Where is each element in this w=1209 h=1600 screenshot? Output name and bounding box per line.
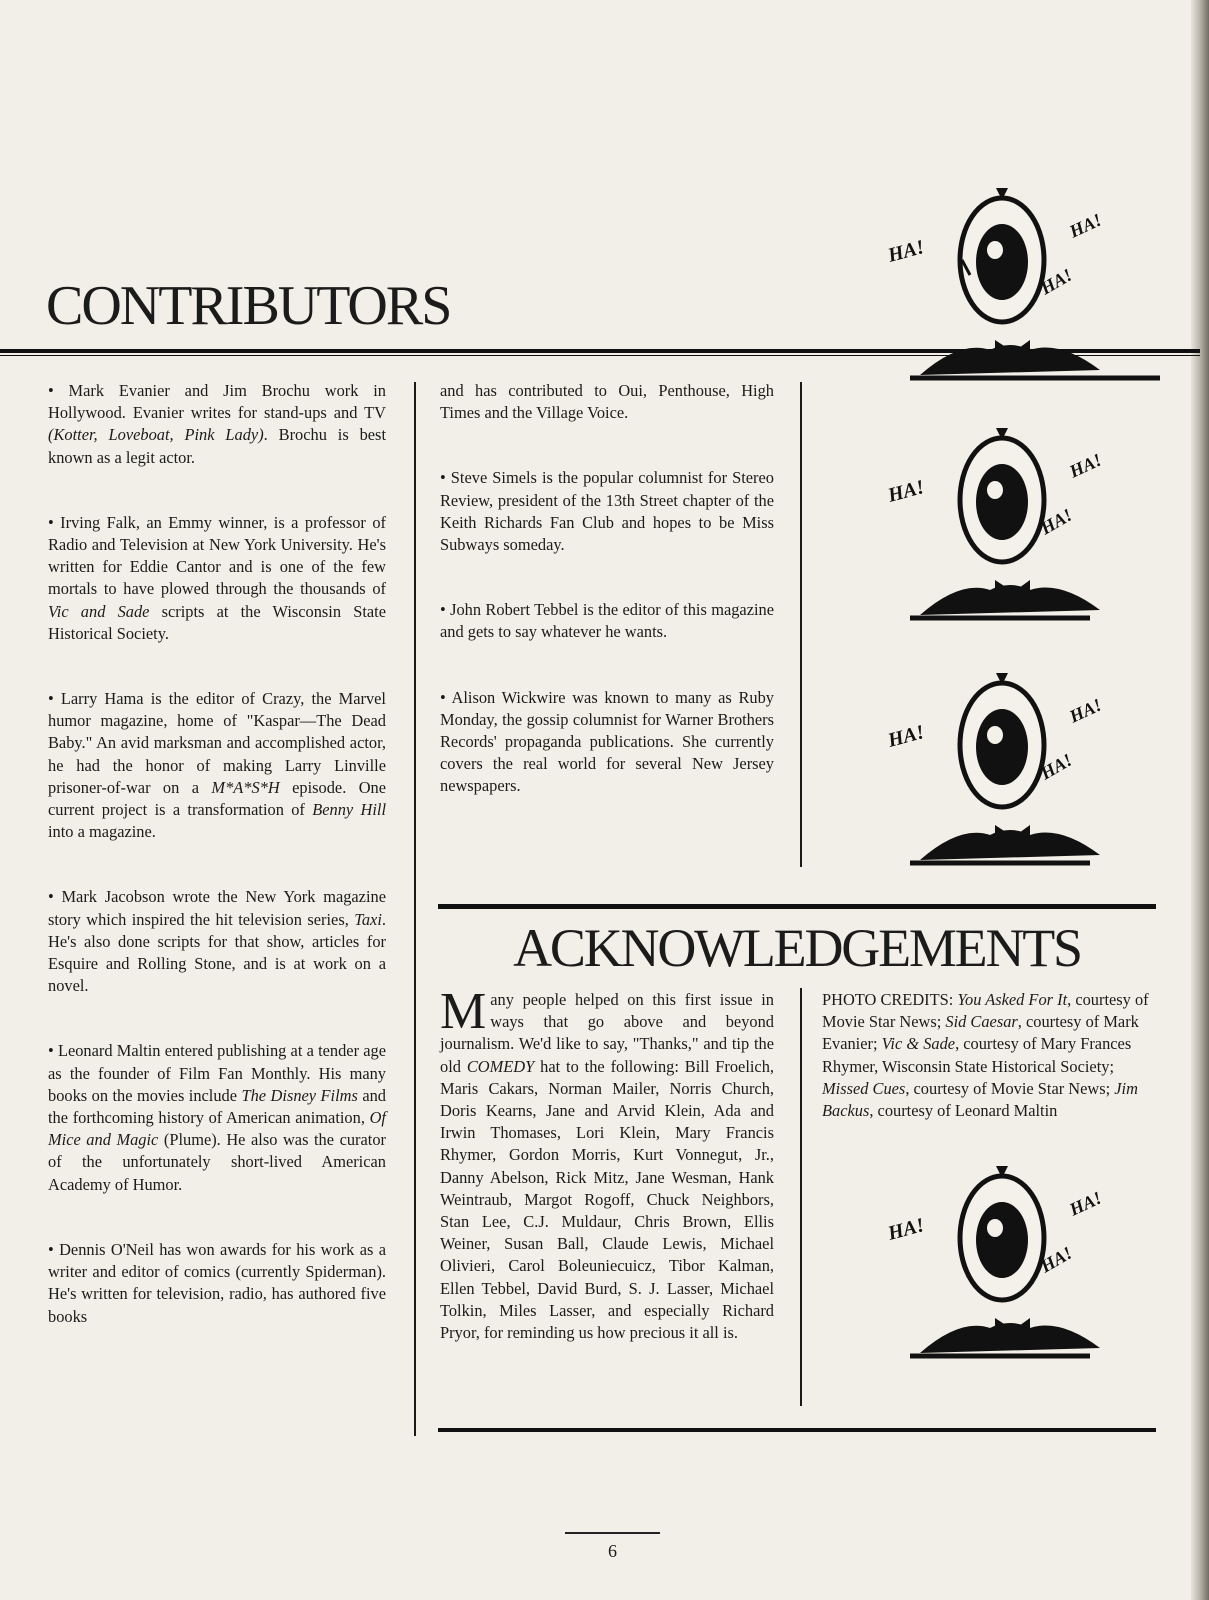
bio-text: • Irving Falk, an Emmy winner, is a professor of Radio and Television at New York University. He's written for Eddie Cantor and is one of the few mortals to have plowed through the thousands of bbox=[48, 512, 386, 599]
bio-italic-title: Benny Hill bbox=[312, 800, 386, 820]
ha-text-left: HA! bbox=[885, 721, 927, 752]
ha-text-left: HA! bbox=[885, 1214, 927, 1245]
bio-text: (Plume). He also was the curator of the unfortunately short-lived American Academy of Humor. bbox=[48, 1130, 386, 1194]
contributor-bio bbox=[48, 512, 386, 645]
bio-text: • Alison Wickwire was known to many as Ruby Monday, the gossip columnist for Warner Brothers Records' propaganda publications. She currently covers the real world for several New Jersey newspapers. bbox=[440, 687, 774, 796]
bio-text: . Brochu is best known as a legit actor. bbox=[48, 425, 386, 467]
bio-text: • John Robert Tebbel is the editor of this magazine and gets to say whatever he wants. bbox=[440, 600, 774, 642]
contributor-bio bbox=[48, 1239, 386, 1328]
column-divider-left bbox=[414, 382, 416, 1436]
acknowledgements-title: ACKNOWLEDGEMENTS bbox=[513, 918, 1081, 978]
laughing-man-icon bbox=[885, 430, 1170, 620]
laughing-man-illustration bbox=[885, 675, 1170, 869]
bio-text: episode. One current project is a transformation of bbox=[48, 777, 387, 820]
contributors-title: CONTRIBUTORS bbox=[46, 275, 451, 337]
contributor-bio bbox=[440, 380, 774, 424]
laughing-man-illustration bbox=[885, 430, 1170, 624]
credit-text: , courtesy of Leonard Maltin bbox=[869, 1101, 1058, 1121]
paragraph-gap bbox=[48, 645, 386, 688]
credit-text: , courtesy of Mark Evanier; bbox=[822, 1012, 1139, 1054]
acknowledgements-rule-bottom bbox=[438, 1428, 1156, 1432]
bio-text: into a magazine. bbox=[48, 822, 156, 842]
contributor-bio bbox=[440, 467, 774, 556]
ack-text-part1: any people helped on this first issue in ways that go above and beyond journalism. We'd like to say, "Thanks," and tip the old bbox=[440, 990, 774, 1076]
photo-credits bbox=[822, 989, 1152, 1122]
ha-text-mid: HA! bbox=[1037, 749, 1076, 784]
contributors-column-1 bbox=[48, 380, 386, 1328]
paragraph-gap bbox=[48, 997, 386, 1040]
bio-text: • Larry Hama is the editor of Crazy, the Marvel humor magazine, home of "Kaspar—The Dead Baby." An avid marksman and accomplished actor, he had the honor of making Larry Linville prisoner-of-war on a bbox=[48, 689, 386, 797]
bio-italic-title: M*A*S*H bbox=[211, 777, 280, 797]
ha-text-top: HA! bbox=[1066, 209, 1105, 242]
ha-text-top: HA! bbox=[1066, 1187, 1105, 1220]
contributor-bio bbox=[48, 886, 386, 997]
contributor-bio bbox=[48, 380, 386, 469]
drop-cap: M bbox=[440, 983, 487, 1040]
contributors-column-2 bbox=[440, 380, 774, 798]
bio-text: and the forthcoming history of American animation, bbox=[48, 1085, 387, 1128]
laughing-man-illustration bbox=[885, 1168, 1170, 1362]
bio-italic-title: Vic and Sade bbox=[48, 601, 150, 621]
credit-title: Jim Backus bbox=[822, 1078, 1138, 1121]
page-number: 6 bbox=[608, 1541, 617, 1561]
laughing-man-icon bbox=[885, 675, 1170, 865]
credit-title: Missed Cues bbox=[822, 1078, 906, 1098]
photo-credits-text bbox=[822, 989, 1152, 1122]
acknowledgements-body bbox=[440, 983, 774, 1344]
credit-title: Sid Caesar bbox=[945, 1012, 1018, 1032]
contributor-bio bbox=[48, 1040, 386, 1195]
ha-text-mid: HA! bbox=[1037, 1242, 1076, 1277]
credit-title: Vic & Sade bbox=[881, 1034, 956, 1054]
bio-text: • Leonard Maltin entered publishing at a tender age as the founder of Film Fan Monthly. His many books on the movies include bbox=[48, 1041, 386, 1105]
laughing-man-icon bbox=[885, 190, 1170, 380]
bio-text: • Dennis O'Neil has won awards for his work as a writer and editor of comics (currently Spiderman). He's written for television, radio, has authored five books bbox=[48, 1239, 386, 1326]
paragraph-gap bbox=[440, 424, 774, 467]
ha-text-top: HA! bbox=[1066, 694, 1105, 727]
paragraph-gap bbox=[440, 644, 774, 687]
paragraph-gap bbox=[48, 1196, 386, 1239]
ack-italic-word: COMEDY bbox=[466, 1056, 535, 1076]
bio-text: . He's also done scripts for that show, articles for Esquire and Rolling Stone, and is at work on a novel. bbox=[48, 909, 386, 996]
page-binding-edge bbox=[1191, 0, 1209, 1600]
laughing-man-illustration bbox=[885, 190, 1170, 384]
column-divider-right-top bbox=[800, 382, 802, 867]
credit-title: You Asked For It bbox=[957, 990, 1068, 1009]
ha-text-mid: HA! bbox=[1037, 264, 1076, 299]
bio-italic-title: Taxi bbox=[354, 909, 382, 929]
bio-text: scripts at the Wisconsin State Historical Society. bbox=[48, 601, 386, 643]
bio-italic-title: (Kotter, Loveboat, Pink Lady) bbox=[48, 425, 264, 445]
bio-text: • Mark Jacobson wrote the New York magazine story which inspired the hit television series, bbox=[48, 887, 386, 929]
ha-text-top: HA! bbox=[1066, 449, 1105, 482]
contributor-bio bbox=[48, 688, 386, 843]
ha-text-left: HA! bbox=[885, 236, 927, 267]
credit-text: , courtesy of Movie Star News; bbox=[905, 1078, 1115, 1098]
ack-text-part2: hat to the following: Bill Froelich, Maris Cakars, Norman Mailer, Norris Church, Doris Kearns, Jane and Arvid Klein, Ada and Irwin Thomases, Lori Klein, Mary Francis Rhymer, Gordon Morris, Kurt Vonnegut, Jr., Danny Abelson, Rick Mitz, Jane Wesman, Hank Weintraub, Margot Rogoff, Chuck Neighbors, Stan Lee, C.J. Muldaur, Chris Brown, Ellis Weiner, Susan Ball, Claude Lewis, Michael Olivieri, Carol Boleuniecuicz, Tibor Kalman, Ellen Tebbel, David Burd, S. J. Lasser, Michael Tolkin, Miles Lasser, and especially Richard Pryor, for reminding us how precious it all is. bbox=[440, 1056, 774, 1343]
paragraph-gap bbox=[48, 469, 386, 512]
ha-text-left: HA! bbox=[885, 476, 927, 507]
paragraph-gap bbox=[48, 843, 386, 886]
bio-text: • Mark Evanier and Jim Brochu work in Hollywood. Evanier writes for stand-ups and TV bbox=[48, 381, 386, 423]
column-divider-right-bottom bbox=[800, 988, 802, 1406]
acknowledgements-rule-top bbox=[438, 904, 1156, 909]
bio-text: and has contributed to Oui, Penthouse, High Times and the Village Voice. bbox=[440, 381, 774, 423]
bio-italic-title: Of Mice and Magic bbox=[48, 1108, 386, 1150]
credit-text: , courtesy of Movie Star News; bbox=[822, 990, 1149, 1032]
bio-text: • Steve Simels is the popular columnist for Stereo Review, president of the 13th Street chapter of the Keith Richards Fan Club and hopes to be Miss Subways someday. bbox=[440, 468, 774, 555]
paragraph-gap bbox=[440, 556, 774, 599]
contributor-bio bbox=[440, 599, 774, 643]
contributor-bio bbox=[440, 687, 774, 798]
laughing-man-icon bbox=[885, 1168, 1170, 1358]
page-number-rule bbox=[565, 1532, 660, 1534]
credit-text: PHOTO CREDITS: bbox=[822, 990, 958, 1009]
ha-text-mid: HA! bbox=[1037, 504, 1076, 539]
credit-text: , courtesy of Mary Frances Rhymer, Wisconsin State Historical Society; bbox=[822, 1034, 1132, 1076]
bio-italic-title: The Disney Films bbox=[241, 1085, 358, 1105]
